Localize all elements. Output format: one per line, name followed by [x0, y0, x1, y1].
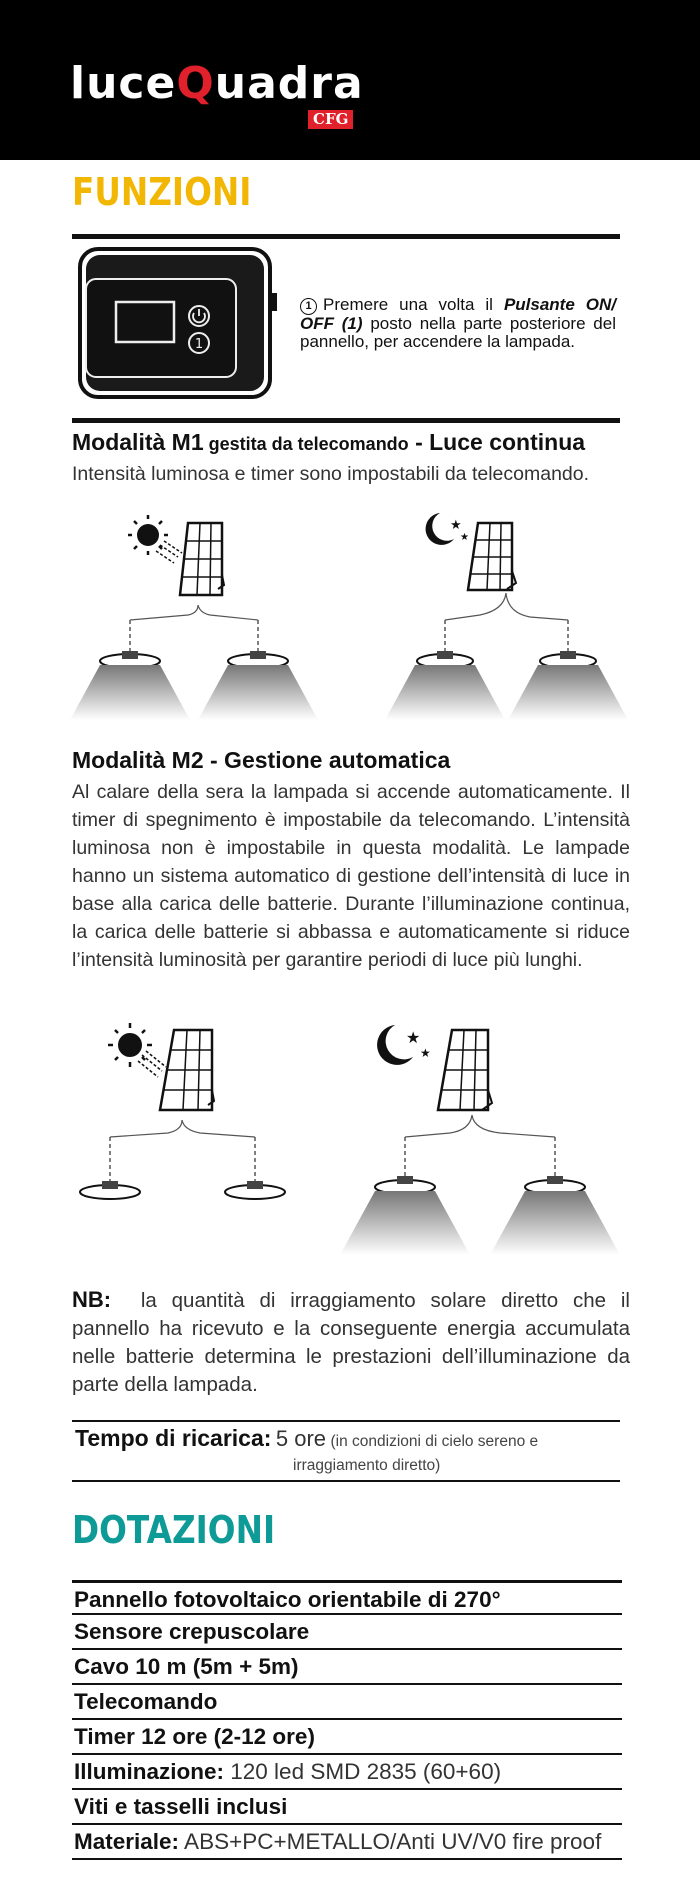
lamp-icon	[80, 1181, 140, 1199]
list-item	[72, 1755, 622, 1790]
charging-time-note: (in condizioni di cielo sereno e	[330, 1433, 539, 1450]
solar-panel-icon	[160, 1030, 214, 1110]
divider	[72, 418, 620, 423]
divider	[72, 1420, 620, 1422]
nb-note: NB: la quantità di irraggiamento solare diretto che il pannello ha ricevuto e la conseguente energia accumulata nelle batterie determina le prestazioni dell’illuminazione da parte della lampada.	[72, 1287, 630, 1396]
equipment-list	[72, 1580, 622, 1860]
spec-key: Illuminazione:	[74, 1759, 225, 1784]
svg-text:★: ★	[450, 518, 462, 533]
list-item	[72, 1825, 622, 1860]
charging-time	[75, 1425, 625, 1474]
step-number: 1	[300, 298, 317, 315]
svg-text:★: ★	[460, 532, 469, 543]
brand-badge: CFG	[308, 110, 353, 129]
solar-panel-icon	[468, 523, 516, 590]
mode-m2-description: Al calare della sera la lampada si accende automaticamente. Il timer di spegnimento è impostabile da telecomando. L’intensità luminosa non è impostabile in questa modalità. Le lampade hanno un sistema automatico di gestione dell’intensità di luce in base alla carica delle batterie. Durante l’illuminazione continua, la carica delle batterie si abbassa e automaticamente si riduce l’intensità luminosità per garantire periodi di luce più lunghi.	[72, 781, 630, 971]
list-item	[72, 1615, 622, 1650]
sun-icon	[108, 1023, 166, 1077]
mode-m1-description: Intensità luminosa e timer sono impostabili da telecomando.	[72, 463, 590, 485]
header-banner	[0, 0, 700, 160]
spec-key: Sensore crepuscolare	[74, 1619, 310, 1644]
brand-logo: luceQuadra	[70, 58, 364, 109]
charging-time-label: Tempo di ricarica:	[75, 1425, 272, 1451]
moon-stars-icon	[426, 513, 469, 545]
mode-m2-title: Modalità M2 - Gestione automatica	[72, 747, 451, 773]
spec-key: Pannello fotovoltaico orientabile di 270°	[74, 1587, 501, 1612]
divider	[72, 1480, 620, 1482]
charging-time-note-2: irraggiamento diretto)	[293, 1457, 441, 1474]
section-title-dotazioni: DOTAZIONI	[72, 1508, 276, 1552]
spec-key: Viti e tasselli inclusi	[74, 1794, 288, 1819]
svg-text:★: ★	[420, 1046, 431, 1060]
charging-time-value: 5 ore	[275, 1426, 327, 1451]
section-title-funzioni: FUNZIONI	[72, 170, 252, 214]
svg-text:1: 1	[194, 337, 204, 352]
control-panel-illustration	[78, 243, 278, 403]
mode-m1-title: Modalità M1 gestita da telecomando - Luce continua	[72, 429, 586, 455]
spec-key: Timer 12 ore (2-12 ore)	[74, 1724, 315, 1749]
spec-key: Materiale:	[74, 1829, 180, 1854]
list-item	[72, 1580, 622, 1615]
divider	[72, 234, 620, 239]
spec-value: ABS+PC+METALLO/Anti UV/V0 fire proof	[179, 1829, 602, 1854]
svg-text:★: ★	[406, 1028, 421, 1047]
mode-m2-illustration	[60, 1015, 640, 1265]
lamp-icon	[225, 1181, 285, 1199]
step-1-instruction: 1 Premere una volta il Pulsante ON/ OFF (1) posto nella parte posteriore del pannello, per accendere la lampada.	[300, 295, 616, 351]
spec-value: 120 led SMD 2835 (60+60)	[224, 1759, 502, 1784]
moon-stars-icon	[377, 1025, 431, 1065]
list-item	[72, 1790, 622, 1825]
list-item	[72, 1650, 622, 1685]
spec-key: Cavo 10 m (5m + 5m)	[74, 1654, 299, 1679]
spec-key: Telecomando	[74, 1689, 218, 1714]
mode-m1-illustration	[60, 505, 640, 725]
sun-icon	[128, 515, 182, 563]
solar-panel-icon	[438, 1030, 492, 1110]
list-item	[72, 1685, 622, 1720]
solar-panel-icon	[180, 523, 224, 595]
list-item	[72, 1720, 622, 1755]
